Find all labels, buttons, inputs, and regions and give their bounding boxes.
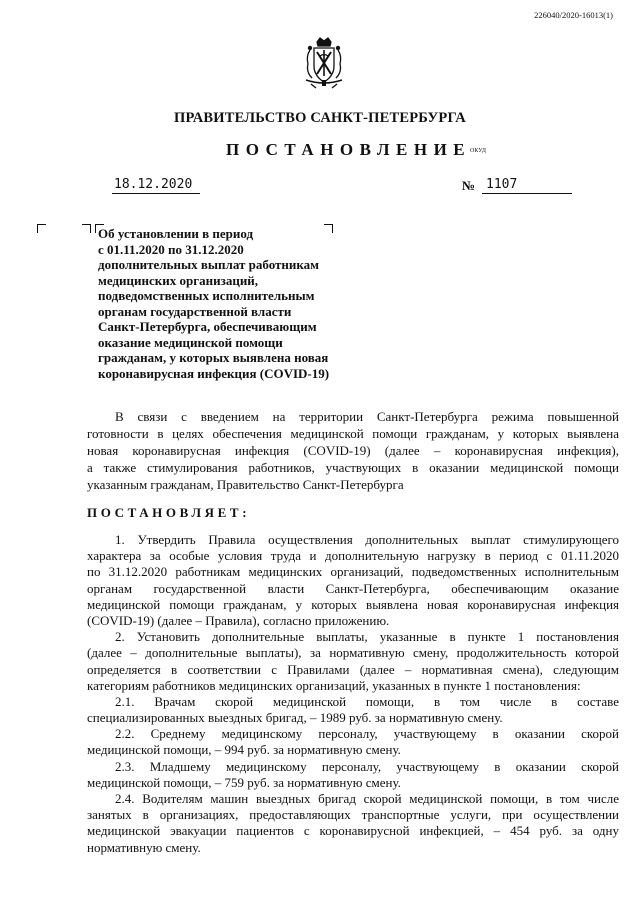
subject-line: подведомственных исполнительным (98, 288, 315, 303)
coat-of-arms-emblem (302, 36, 346, 90)
preamble-line: новая коронавирусная инфекция (COVID-19) (далее – коронавирусная инфекция), (87, 443, 619, 458)
paragraph-line: органам государственной власти Санкт-Петербурга, обеспечивающим оказание (87, 580, 619, 596)
subject-line: коронавирусная инфекция (COVID-19) (98, 365, 330, 381)
paragraph-line: 2. Установить дополнительные выплаты, указанные в пункте 1 постановления (115, 629, 619, 645)
document-subject (98, 226, 348, 381)
preamble-line: а также стимулирования работников, участвующих в оказании медицинской помощи (87, 460, 619, 475)
document-type: ПОСТАНОВЛЕНИЕ (226, 140, 472, 159)
document-body (87, 532, 619, 856)
paragraph-line: медицинской помощи, – 994 руб. за нормативную смену. (87, 742, 401, 758)
paragraph-line: медицинской помощи гражданам, у которых выявлена новая коронавирусная инфекция (87, 596, 619, 612)
paragraph-line: нормативную смену. (87, 839, 201, 855)
paragraph-line: (далее – дополнительные выплаты), за нормативную смену, продолжительность которой (87, 645, 619, 661)
subject-line: оказание медицинской помощи (98, 334, 283, 350)
preamble-line: В связи с введением на территории Санкт-Петербурга режима повышенной (115, 409, 619, 424)
paragraph-line: 1. Утвердить Правила осуществления дополнительных выплат стимулирующего (115, 532, 619, 547)
number-sign: № (462, 178, 476, 193)
paragraph-line: занятых в организациях, предоставляющих транспортные услуги, при осуществлении (87, 807, 619, 823)
resolve-heading: ПОСТАНОВЛЯЕТ: (87, 505, 251, 520)
government-title: ПРАВИТЕЛЬСТВО САНКТ-ПЕТЕРБУРГА (174, 110, 466, 126)
document-number: 1107 (482, 177, 572, 194)
paragraph (87, 532, 619, 629)
corner-mark (82, 224, 91, 233)
okud-label: ОКУД (470, 148, 486, 154)
paragraph-line: определяется в соответствии с Правилами (далее – нормативная смена), следующим (87, 661, 619, 677)
paragraph-line: специализированных выездных бригад, – 1989 руб. за нормативную смену. (87, 710, 503, 726)
paragraph-line: медицинской помощи, – 759 руб. за нормативную смену. (87, 774, 401, 790)
paragraph (87, 759, 619, 791)
document-id: 226040/2020-16013(1) (534, 10, 613, 20)
corner-mark (37, 224, 46, 233)
paragraph (87, 726, 619, 758)
paragraph (87, 791, 619, 856)
subject-line: медицинских организаций, (98, 272, 259, 288)
paragraph-line: 2.2. Среднему медицинскому персоналу, участвующему в оказании скорой (115, 726, 619, 742)
paragraph-line: 2.1. Врачам скорой медицинской помощи, в том числе в составе (115, 693, 619, 709)
preamble-line: указанным гражданам, Правительство Санкт-Петербурга (87, 477, 404, 492)
preamble-line: готовности в целях обеспечения медицинской помощи гражданам, у которых выявлена (87, 426, 619, 441)
subject-line: с 01.11.2020 по 31.12.2020 (98, 241, 244, 257)
preamble (87, 408, 619, 493)
paragraph (87, 629, 619, 694)
document-date: 18.12.2020 (112, 177, 200, 194)
paragraph-line: 2.3. Младшему медицинскому персоналу, участвующему в оказании скорой (115, 758, 619, 774)
paragraph-line: 2.4. Водителям машин выездных бригад скорой медицинской помощи, в том числе (115, 791, 619, 806)
subject-line: дополнительных выплат работникам (98, 257, 320, 272)
subject-line: Об установлении в период (98, 226, 254, 241)
paragraph-line: медицинской эвакуации пациентов с коронавирусной инфекцией, – 454 руб. за одну (87, 823, 619, 839)
paragraph-line: характера за особые условия труда и дополнительную нагрузку в период с 01.11.2020 (87, 548, 619, 564)
paragraph (87, 694, 619, 726)
paragraph-line: по 31.12.2020 работникам медицинских организаций, подведомственных исполнительным (87, 564, 619, 580)
paragraph-line: категориям работников медицинских организаций, указанных в пункте 1 постановления: (87, 677, 581, 693)
paragraph-line: (COVID-19) (далее – Правила), согласно приложению. (87, 612, 390, 628)
subject-line: органам государственной власти (98, 303, 292, 319)
subject-line: гражданам, у которых выявлена новая (98, 350, 329, 365)
subject-line: Санкт-Петербурга, обеспечивающим (98, 319, 317, 334)
